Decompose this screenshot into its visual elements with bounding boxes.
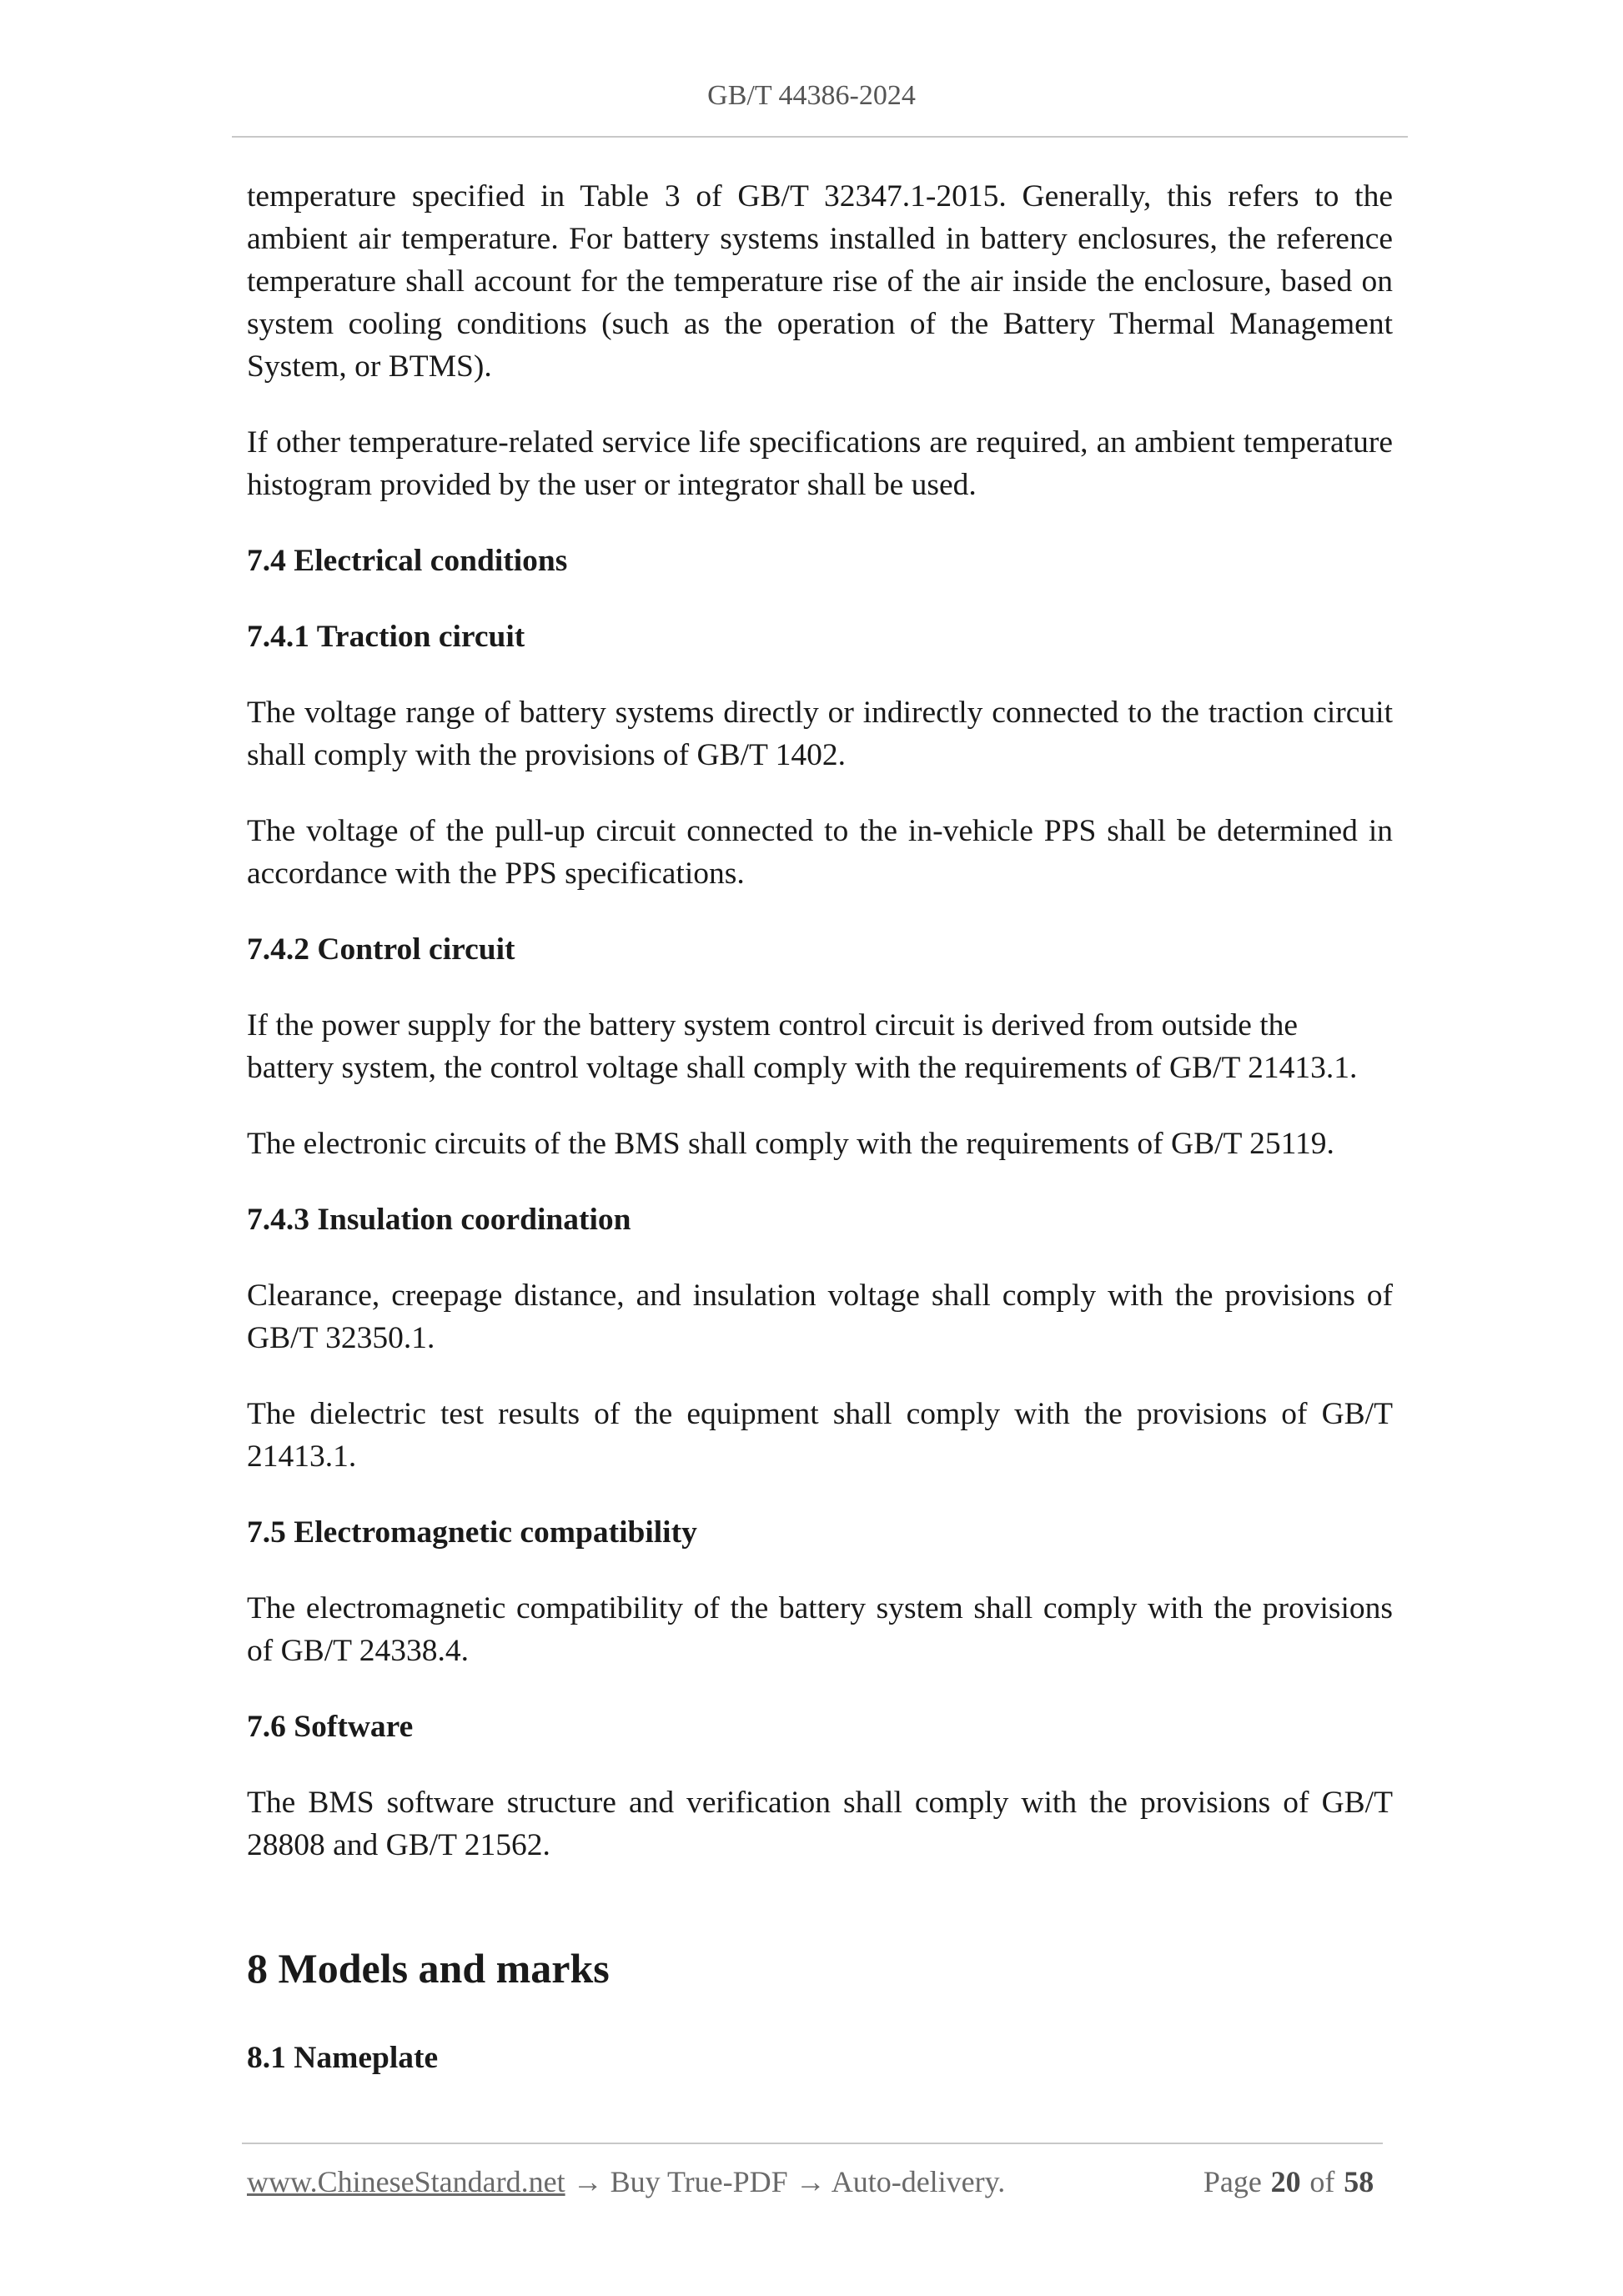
paragraph-line: If the power supply for the battery system control circuit is derived from outside the <box>247 1008 1299 1042</box>
section-heading-8-1: 8.1 Nameplate <box>247 2041 439 2075</box>
paragraph: temperature specified in Table 3 of GB/T 32347.1-2015. Generally, this refers to the ambient air temperature. For battery systems installed in battery enclosures, the reference temperature shall account for the temperature rise of the air inside the enclosure, based on system cooling conditions (such as the operation of the Battery Thermal Management System, or BTMS). <box>247 179 1393 384</box>
auto-delivery-text: Auto-delivery. <box>831 2165 1006 2198</box>
page-label: Page <box>1203 2165 1262 2198</box>
paragraph: Clearance, creepage distance, and insulation voltage shall comply with the provisions of GB/T 32350.1. <box>247 1279 1393 1355</box>
document-body <box>247 175 1393 2113</box>
paragraph: The voltage of the pull-up circuit connected to the in-vehicle PPS shall be determined in accordance with the PPS specifications. <box>247 814 1393 891</box>
paragraph: If other temperature-related service life specifications are required, an ambient temperature histogram provided by the user or integrator shall be used. <box>247 425 1393 502</box>
paragraph: The voltage range of battery systems directly or indirectly connected to the traction circuit shall comply with the provisions of GB/T 1402. <box>247 696 1393 772</box>
paragraph: The electromagnetic compatibility of the battery system shall comply with the provisions of GB/T 24338.4. <box>247 1591 1393 1668</box>
arrow-right-icon: → <box>572 2165 603 2198</box>
total-pages: 58 <box>1344 2165 1374 2198</box>
footer-divider <box>242 2143 1383 2144</box>
section-heading-7-4-1: 7.4.1 Traction circuit <box>247 620 525 654</box>
section-heading-7-4-2: 7.4.2 Control circuit <box>247 932 515 967</box>
arrow-right-icon: → <box>795 2165 826 2198</box>
of-label: of <box>1309 2165 1335 2198</box>
website-link[interactable]: www.ChineseStandard.net <box>247 2165 565 2198</box>
buy-pdf-text: Buy True-PDF <box>610 2165 788 2198</box>
paragraph <box>247 1004 1393 1089</box>
paragraph-line: battery system, the control voltage shall comply with the requirements of GB/T 21413.1. <box>247 1051 1358 1085</box>
paragraph: The electronic circuits of the BMS shall comply with the requirements of GB/T 25119. <box>247 1127 1334 1161</box>
running-header: GB/T 44386-2024 <box>707 80 916 111</box>
section-heading-7-4-3: 7.4.3 Insulation coordination <box>247 1203 631 1237</box>
section-heading-7-6: 7.6 Software <box>247 1710 414 1744</box>
current-page: 20 <box>1270 2165 1301 2198</box>
header-divider <box>232 136 1408 138</box>
section-heading-7-4: 7.4 Electrical conditions <box>247 544 568 578</box>
paragraph: The BMS software structure and verification shall comply with the provisions of GB/T 28808 and GB/T 21562. <box>247 1786 1393 1862</box>
page-number <box>1203 2164 1383 2199</box>
footer-promo <box>247 2164 1005 2199</box>
chapter-heading-8: 8 Models and marks <box>247 1945 610 1992</box>
paragraph: The dielectric test results of the equipment shall comply with the provisions of GB/T 21413.1. <box>247 1397 1393 1474</box>
section-heading-7-5: 7.5 Electromagnetic compatibility <box>247 1515 697 1550</box>
